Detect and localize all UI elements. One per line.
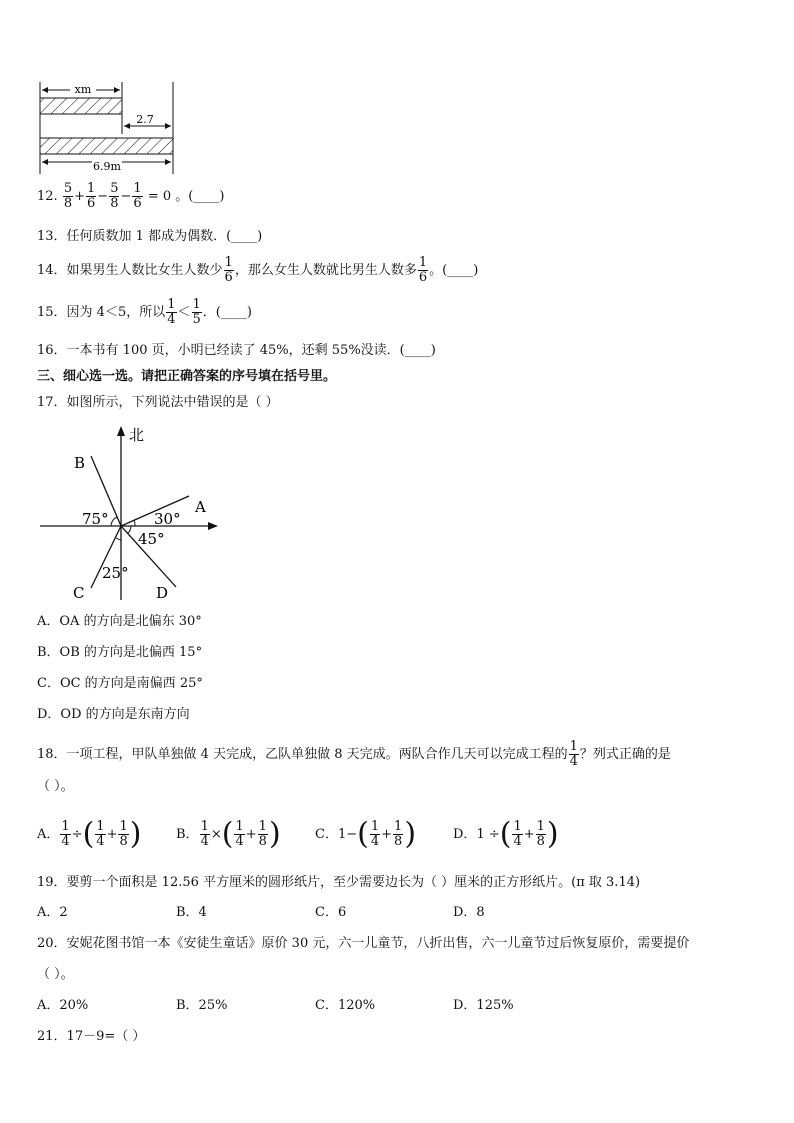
q20-option-b: B．25%	[176, 998, 228, 1013]
question-18: 18．一项工程，甲队单独做 4 天完成，乙队单独做 8 天完成。两队合作几天可以完成工程的 $\frac{1}{4}$ ？列式正确的是	[37, 739, 671, 769]
direction-diagram	[36, 420, 226, 605]
q17-option-c: C．OC 的方向是南偏西 25°	[37, 676, 203, 691]
angle-45: 45°	[138, 530, 165, 548]
q18-option-d: D．1 ÷( $\frac{1}{4}$ + $\frac{1}{8}$ )	[453, 816, 559, 852]
q18-option-c: C．1−( $\frac{1}{4}$ + $\frac{1}{8}$ )	[315, 816, 417, 852]
label-d: D	[156, 584, 169, 602]
fraction: $\frac{1}{6}$	[418, 255, 428, 285]
question-20-blank: （ ）。	[37, 967, 74, 982]
fraction: $\frac{5}{8}$	[63, 181, 73, 211]
q17-option-d: D．OD 的方向是东南方向	[37, 707, 190, 722]
question-17: 17．如图所示，下列说法中错误的是（ ）	[37, 395, 279, 410]
angle-25: 25°	[102, 564, 129, 582]
q19-option-b: B．4	[176, 905, 207, 920]
q18-option-b: B． $\frac{1}{4}$ ×( $\frac{1}{4}$ + $\frac{1}{8}$ )	[176, 816, 281, 852]
question-13: 13．任何质数加 1 都成为偶数．(____)	[37, 229, 263, 244]
question-21: 21．17－9=（ ）	[37, 1029, 146, 1044]
q18-option-a: A． $\frac{1}{4}$ ÷( $\frac{1}{4}$ + $\frac{1}{8}$ )	[37, 816, 142, 852]
fraction: $\frac{1}{6}$	[224, 255, 233, 285]
question-20: 20．安妮花图书馆一本《安徒生童话》原价 30 元，六一儿童节，八折出售，六一儿童节过后恢复原价，需要提价	[37, 936, 690, 951]
fraction: $\frac{1}{5}$	[192, 297, 201, 327]
label-c: C	[73, 584, 85, 602]
fraction: $\frac{5}{8}$	[110, 181, 119, 211]
label-b: B	[74, 454, 86, 472]
angle-30: 30°	[154, 510, 181, 528]
question-15: 15．因为 4＜5，所以 $\frac{1}{4}$ ＜ $\frac{1}{5}$ ．(____)	[37, 297, 252, 327]
q20-option-d: D．125%	[453, 998, 514, 1013]
fraction: $\frac{1}{6}$	[87, 181, 96, 211]
question-16: 16．一本书有 100 页，小明已经读了 45%，还剩 55%没读．(____)	[37, 343, 436, 358]
label-total: 6.9m	[93, 160, 121, 173]
q19-option-a: A．2	[37, 905, 68, 920]
section-heading: 三、细心选一选。请把正确答案的序号填在括号里。	[37, 369, 337, 384]
q20-option-c: C．120%	[315, 998, 376, 1013]
fraction: $\frac{1}{4}$	[569, 739, 578, 769]
question-12: 12. $\frac{5}{8}$ + $\frac{1}{6}$ − $\frac{5}{8}$ − $\frac{1}{6}$ = 0 。(____)	[37, 181, 225, 211]
question-14: 14．如果男生人数比女生人数少 $\frac{1}{6}$ ，那么女生人数就比男生人数多 $\frac{1}{6}$ 。(____)	[37, 255, 479, 285]
fraction: $\frac{1}{6}$	[133, 181, 142, 211]
q19-option-d: D．8	[453, 905, 485, 920]
q17-option-b: B．OB 的方向是北偏西 15°	[37, 645, 203, 660]
north-label: 北	[129, 426, 145, 444]
fraction: $\frac{1}{4}$	[167, 297, 176, 327]
q19-option-c: C．6	[315, 905, 347, 920]
label-gap: 2.7	[136, 113, 154, 126]
q20-option-a: A．20%	[37, 998, 89, 1013]
label-a: A	[195, 498, 206, 516]
angle-75: 75°	[82, 510, 109, 528]
label-x: xm	[74, 83, 92, 96]
segment-diagram	[30, 78, 190, 176]
q17-option-a: A．OA 的方向是北偏东 30°	[37, 614, 202, 629]
question-18-blank: （ ）。	[37, 779, 74, 794]
question-19: 19．要剪一个面积是 12.56 平方厘米的圆形纸片，至少需要边长为（ ）厘米的正方形纸片。(π 取 3.14)	[37, 875, 641, 890]
